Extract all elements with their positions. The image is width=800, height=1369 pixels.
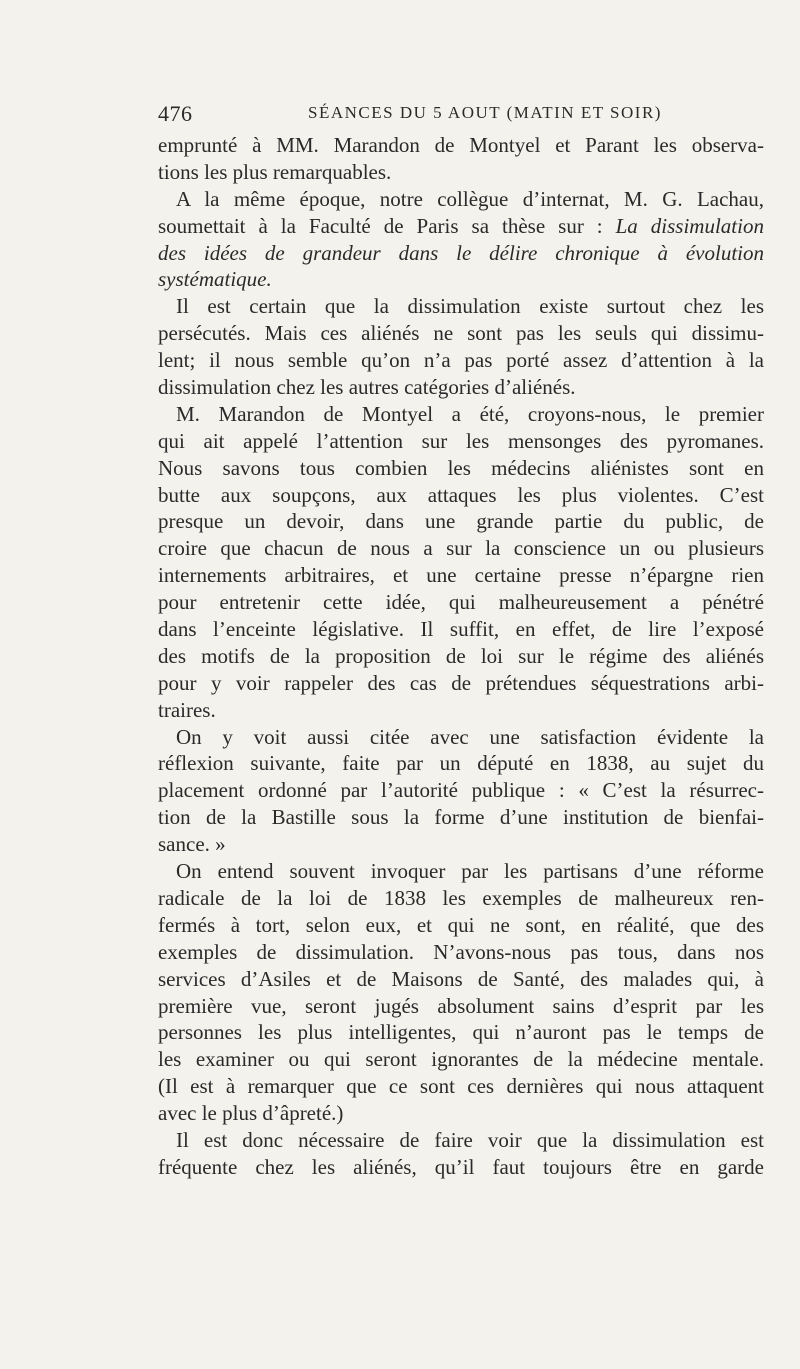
- text-line: des motifs de la proposition de loi sur le régime des aliénés: [158, 643, 764, 668]
- text-line: On entend souvent invoquer par les partisans d’une réforme: [176, 859, 764, 884]
- text-line: placement ordonné par l’autorité publique : « C’est la résurrec-: [158, 778, 764, 803]
- text-line: A la même époque, notre collègue d’internat, M. G. Lachau,: [176, 186, 764, 211]
- text-line: Il est donc nécessaire de faire voir que la dissimulation est: [176, 1127, 764, 1152]
- text-line: persécutés. Mais ces aliénés ne sont pas les seuls qui dissimu-: [158, 321, 764, 346]
- body-text: [158, 132, 764, 1181]
- text-line: radicale de la loi de 1838 les exemples de malheureux ren-: [158, 885, 764, 910]
- text-line: première vue, seront jugés absolument sains d’esprit par les: [158, 993, 764, 1018]
- thesis-title: La dissimulation: [615, 213, 764, 238]
- page-header: [158, 101, 764, 131]
- text-line: pour y voir rappeler des cas de prétendues séquestrations arbi-: [158, 670, 764, 695]
- text-line: On y voit aussi citée avec une satisfaction évidente la: [176, 724, 764, 749]
- text-line: exemples de dissimulation. N’avons-nous pas tous, dans nos: [158, 939, 764, 964]
- text-line: fermés à tort, selon eux, et qui ne sont, en réalité, que des: [158, 912, 764, 937]
- text-line: services d’Asiles et de Maisons de Santé, des malades qui, à: [158, 966, 764, 991]
- text-line: presque un devoir, dans une grande partie du public, de: [158, 509, 764, 534]
- text-line: dans l’enceinte législative. Il suffit, en effet, de lire l’exposé: [158, 617, 764, 642]
- text-line: les examiner ou qui seront ignorantes de la médecine mentale.: [158, 1047, 764, 1072]
- text-line: dissimulation chez les autres catégories d’aliénés.: [158, 375, 576, 400]
- text-line: pour entretenir cette idée, qui malheureusement a pénétré: [158, 590, 764, 615]
- thesis-title-line: systématique.: [158, 267, 272, 292]
- text-line: sance. »: [158, 832, 226, 857]
- text-line: emprunté à MM. Marandon de Montyel et Parant les observa-: [158, 133, 764, 157]
- text-line: Nous savons tous combien les médecins aliénistes sont en: [158, 455, 764, 480]
- text-line: réflexion suivante, faite par un député en 1838, au sujet du: [158, 751, 764, 776]
- text-line: tion de la Bastille sous la forme d’une institution de bienfai-: [158, 805, 764, 830]
- text-line: [158, 213, 764, 240]
- text-line: (Il est à remarquer que ce sont ces dernières qui nous attaquent: [158, 1074, 764, 1099]
- text-line: fréquente chez les aliénés, qu’il faut toujours être en garde: [158, 1154, 764, 1179]
- text-line: traires.: [158, 697, 216, 722]
- text-line: internements arbitraires, et une certaine presse n’épargne rien: [158, 563, 764, 588]
- text-line: croire que chacun de nous a sur la conscience un ou plusieurs: [158, 536, 764, 561]
- text-span: soumettait à la Faculté de Paris sa thèse sur :: [158, 213, 616, 238]
- running-head: SÉANCES DU 5 AOUT (MATIN ET SOIR): [308, 103, 662, 122]
- text-line: M. Marandon de Montyel a été, croyons-nous, le premier: [176, 401, 764, 426]
- text-line: Il est certain que la dissimulation existe surtout chez les: [176, 294, 764, 319]
- thesis-title-line: des idées de grandeur dans le délire chronique à évolution: [158, 240, 764, 265]
- text-line: qui ait appelé l’attention sur les mensonges des pyromanes.: [158, 428, 764, 453]
- text-line: avec le plus d’âpreté.): [158, 1101, 344, 1126]
- text-line: personnes les plus intelligentes, qui n’auront pas le temps de: [158, 1020, 764, 1045]
- text-line: butte aux soupçons, aux attaques les plus violentes. C’est: [158, 482, 764, 507]
- text-line: tions les plus remarquables.: [158, 159, 392, 184]
- page-number: 476: [158, 101, 193, 126]
- text-line: lent; il nous semble qu’on n’a pas porté assez d’attention à la: [158, 348, 764, 373]
